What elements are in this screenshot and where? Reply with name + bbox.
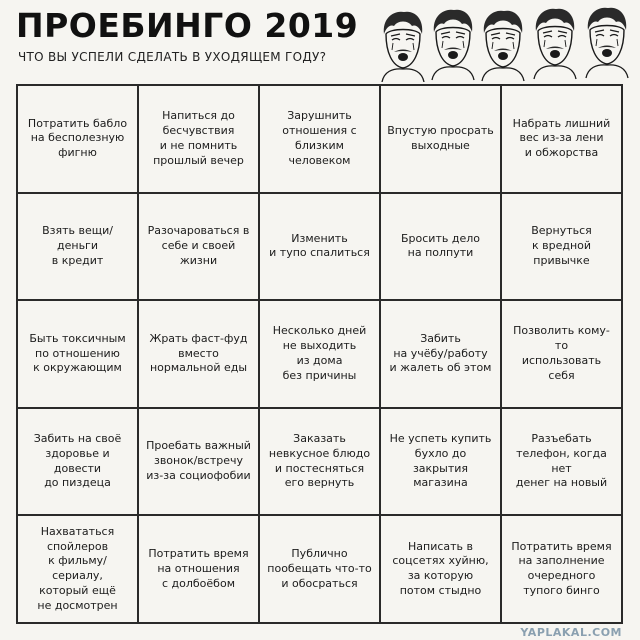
bingo-cell: Быть токсичным по отношению к окружающим [18, 301, 139, 409]
bingo-cell: Разочароваться в себе и своей жизни [139, 194, 260, 302]
crying-face-icon [382, 12, 424, 82]
bingo-cell: Заказать невкусное блюдо и постесняться его вернуть [260, 409, 381, 517]
bingo-cell: Впустую просрать выходные [381, 86, 502, 194]
bingo-cell: Жрать фаст-фуд вместо нормальной еды [139, 301, 260, 409]
bingo-cell: Забить на своё здоровье и довести до пиздеца [18, 409, 139, 517]
bingo-cell: Изменить и тупо спалиться [260, 194, 381, 302]
crying-faces-illustration [376, 6, 638, 82]
bingo-cell: Набрать лишний вес из-за лени и обжорства [502, 86, 623, 194]
bingo-cell: Забить на учёбу/работу и жалеть об этом [381, 301, 502, 409]
bingo-cell: Разъебать телефон, когда нет денег на новый [502, 409, 623, 517]
bingo-cell: Вернуться к вредной привычке [502, 194, 623, 302]
bingo-cell: Нахвататься спойлеров к фильму/сериалу, который ещё не досмотрен [18, 516, 139, 624]
bingo-cell: Зарушнить отношения с близким человеком [260, 86, 381, 194]
bingo-cell: Бросить дело на полпути [381, 194, 502, 302]
bingo-cell: Потратить бабло на бесполезную фигню [18, 86, 139, 194]
bingo-cell: Не успеть купить бухло до закрытия магазина [381, 409, 502, 517]
bingo-cell: Позволить кому-то использовать себя [502, 301, 623, 409]
watermark: YAPLAKAL.COM [520, 626, 622, 639]
bingo-cell: Напиться до бесчувствия и не помнить прошлый вечер [139, 86, 260, 194]
bingo-cell: Потратить время на заполнение очередного тупого бинго [502, 516, 623, 624]
bingo-grid [16, 84, 623, 624]
bingo-cell: Несколько дней не выходить из дома без причины [260, 301, 381, 409]
bingo-cell: Публично пообещать что-то и обосраться [260, 516, 381, 624]
bingo-cell: Потратить время на отношения с долбоёбом [139, 516, 260, 624]
page-title: ПРОЕБИНГО 2019 [16, 6, 359, 45]
bingo-cell: Проебать важный звонок/встречу из-за социофобии [139, 409, 260, 517]
bingo-cell: Написать в соцсетях хуйню, за которую потом стыдно [381, 516, 502, 624]
bingo-cell: Взять вещи/деньги в кредит [18, 194, 139, 302]
page-subtitle: ЧТО ВЫ УСПЕЛИ СДЕЛАТЬ В УХОДЯЩЕМ ГОДУ? [18, 50, 327, 64]
